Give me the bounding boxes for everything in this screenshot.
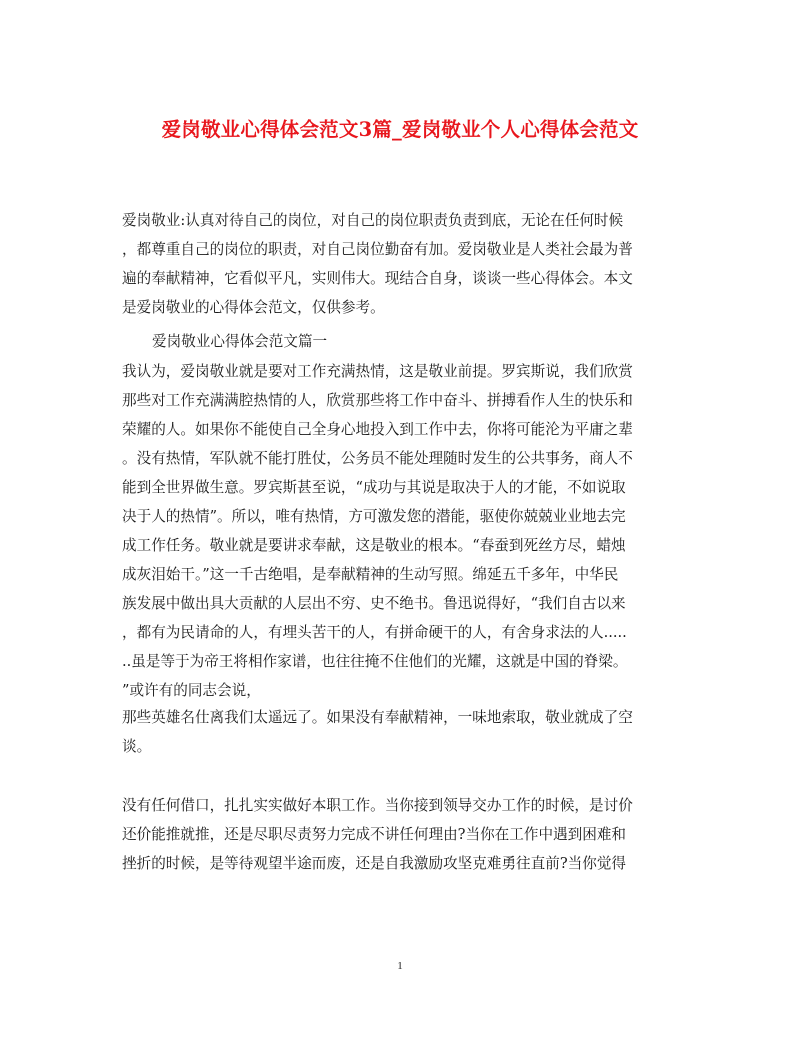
section-heading: 爱岗敬业心得体会范文篇一 — [152, 333, 328, 350]
text-line: 爱岗敬业:认真对待自己的岗位，对自己的岗位职责负责到底，无论在任何时候 — [122, 212, 624, 229]
text-line: 遍的奉献精神，它看似平凡，实则伟大。现结合自身，谈谈一些心得体会。本文 — [122, 270, 633, 287]
text-line: 我认为，爱岗敬业就是要对工作充满热情，这是敬业前提。罗宾斯说，我们欣赏 — [122, 363, 633, 380]
text-line: 族发展中做出具大贡献的人层出不穷、史不绝书。鲁迅说得好，“我们自古以来 — [122, 595, 626, 612]
text-line: 成灰泪始干。”这一千古绝唱，是奉献精神的生动写照。绵延五千多年，中华民 — [122, 566, 619, 583]
text-line: 还价能推就推，还是尽职尽责努力完成不讲任何理由?当你在工作中遇到困难和 — [122, 826, 627, 843]
text-line: 没有任何借口，扎扎实实做好本职工作。当你接到领导交办工作的时候，是讨价 — [122, 797, 633, 814]
text-line: 能到全世界做生意。罗宾斯甚至说，“成功与其说是取决于人的才能，不如说取 — [122, 479, 626, 496]
text-line: 那些英雄名仕离我们太遥远了。如果没有奉献精神，一味地索取，敬业就成了空 — [122, 709, 633, 726]
text-line: ..虽是等于为帝王将相作家谱，也往往掩不住他们的光耀，这就是中国的脊梁。 — [122, 653, 628, 670]
text-line: 决于人的热情”。所以，唯有热情，方可激发您的潜能，驱使你兢兢业业地去完 — [122, 508, 626, 525]
text-line: 那些对工作充满满腔热情的人，欣赏那些将工作中奋斗、拼搏看作人生的快乐和 — [122, 392, 633, 409]
text-line: 荣耀的人。如果你不能使自己全身心地投入到工作中去，你将可能沦为平庸之辈 — [122, 421, 633, 438]
text-line: 。没有热情，军队就不能打胜仗，公务员不能处理随时发生的公共事务，商人不 — [122, 450, 633, 467]
document-title: 爱岗敬业心得体会范文3篇_爱岗敬业个人心得体会范文 — [161, 118, 639, 141]
text-line: 谈。 — [122, 738, 152, 755]
page-number: 1 — [397, 960, 403, 972]
text-line: ，都有为民请命的人，有埋头苦干的人，有拼命硬干的人，有舍身求法的人..... — [122, 624, 627, 641]
text-line: ，都尊重自己的岗位的职责，对自己岗位勤奋有加。爱岗敬业是人类社会最为普 — [122, 241, 633, 258]
text-line: ”或许有的同志会说， — [122, 682, 261, 699]
text-line: 是爱岗敬业的心得体会范文，仅供参考。 — [122, 299, 385, 316]
text-line: 成工作任务。敬业就是要讲求奉献，这是敬业的根本。“春蚕到死丝方尽，蜡烛 — [122, 537, 626, 554]
text-line: 挫折的时候，是等待观望半途而废，还是自我激励攻坚克难勇往直前?当你觉得 — [122, 855, 627, 872]
